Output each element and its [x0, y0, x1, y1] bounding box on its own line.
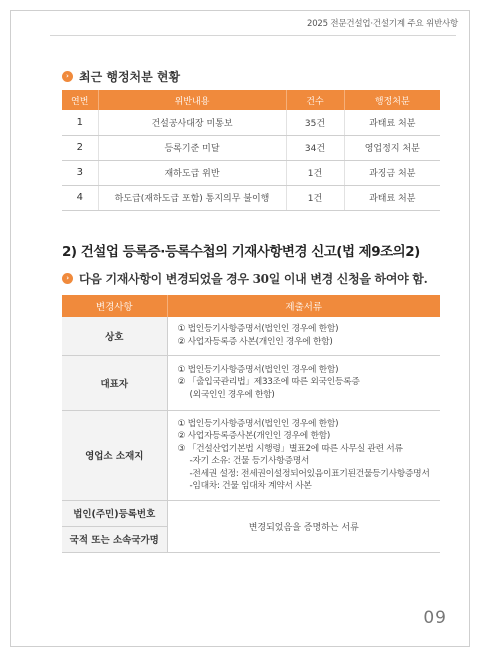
doc-item: -임대차: 건물 임대차 계약서 사본: [189, 481, 312, 491]
table-row: [62, 355, 440, 410]
change-item-label: 대표자: [62, 355, 167, 410]
doc-item: ② 사업자등록증 사본(개인인 경우에 한함): [177, 336, 333, 347]
section1-heading: [62, 68, 180, 85]
table-row: [62, 317, 440, 355]
required-docs: [167, 355, 440, 410]
main-heading: 2) 건설업 등록증·등록수첩의 기재사항변경 신고(법 제9조의2): [62, 244, 420, 260]
table-row: [62, 135, 440, 160]
section2-heading: [62, 270, 427, 287]
doc-item: -자기 소유: 건물 등기사항증명서: [189, 456, 310, 466]
header-divider: [50, 35, 456, 36]
action-cell: 과태료 처분: [344, 110, 440, 135]
count-cell: 1건: [286, 185, 344, 210]
table-header-row: [62, 295, 440, 317]
doc-item: -전세권 설정: 전세권이설정되어있음이표기된건물등기사항증명서: [189, 468, 430, 479]
admin-action-table: [62, 90, 440, 211]
doc-item: ② 「출입국관리법」제33조에 따른 외국인등록증: [177, 377, 360, 388]
row-number: 1: [62, 110, 98, 135]
column-header: 연번: [62, 90, 98, 110]
section2-title: 다음 기재사항이 변경되었을 경우 30일 이내 변경 신청을 하여야 함.: [79, 272, 428, 286]
change-report-table: [62, 295, 440, 553]
column-header: 제출서류: [167, 295, 440, 317]
required-docs: 변경되었음을 증명하는 서류: [167, 500, 440, 552]
doc-item: ① 법인등기사항증명서(법인인 경우에 한함): [177, 418, 339, 429]
violation-cell: 재하도급 위반: [98, 160, 286, 185]
action-cell: 과태료 처분: [344, 185, 440, 210]
count-cell: 35건: [286, 110, 344, 135]
violation-cell: 하도급(재하도급 포함) 통지의무 불이행: [98, 185, 286, 210]
doc-item: ② 사업자등록증사본(개인인 경우에 한함): [177, 431, 331, 441]
action-cell: 과징금 처분: [344, 160, 440, 185]
row-number: 2: [62, 135, 98, 160]
table-row: [62, 160, 440, 185]
action-cell: 영업정지 처분: [344, 135, 440, 160]
change-item-label: 국적 또는 소속국가명: [62, 526, 167, 552]
violation-cell: 등록기준 미달: [98, 135, 286, 160]
section1-title: 최근 행정처분 현황: [79, 70, 181, 84]
doc-item: ③ 「건설산업기본법 시행령」별표2에 따른 사무실 관련 서류: [177, 443, 403, 454]
count-cell: 1건: [286, 160, 344, 185]
count-cell: 34건: [286, 135, 344, 160]
table-header-row: [62, 90, 440, 110]
column-header: 건수: [286, 90, 344, 110]
column-header: 변경사항: [62, 295, 167, 317]
table-row: [62, 410, 440, 500]
row-number: 3: [62, 160, 98, 185]
change-item-label: 상호: [62, 317, 167, 355]
running-header: 2025 전문건설업·건설기계 주요 위반사항: [306, 19, 458, 29]
table-row: [62, 185, 440, 210]
bullet-arrow-icon: ›: [62, 273, 73, 284]
table-row: [62, 110, 440, 135]
row-number: 4: [62, 185, 98, 210]
doc-item: (외국인인 경우에 한함): [189, 389, 275, 400]
column-header: 행정처분: [344, 90, 440, 110]
required-docs: [167, 410, 440, 500]
violation-cell: 건설공사대장 미통보: [98, 110, 286, 135]
column-header: 위반내용: [98, 90, 286, 110]
bullet-arrow-icon: ›: [62, 71, 73, 82]
doc-item: ① 법인등기사항증명서(법인인 경우에 한함): [177, 324, 339, 335]
page-number: 09: [423, 608, 447, 628]
change-item-label: 영업소 소재지: [62, 410, 167, 500]
doc-item: ① 법인등기사항증명서(법인인 경우에 한함): [177, 364, 339, 375]
table-row: [62, 500, 440, 526]
required-docs: [167, 317, 440, 355]
change-item-label: 법인(주민)등록번호: [62, 500, 167, 526]
